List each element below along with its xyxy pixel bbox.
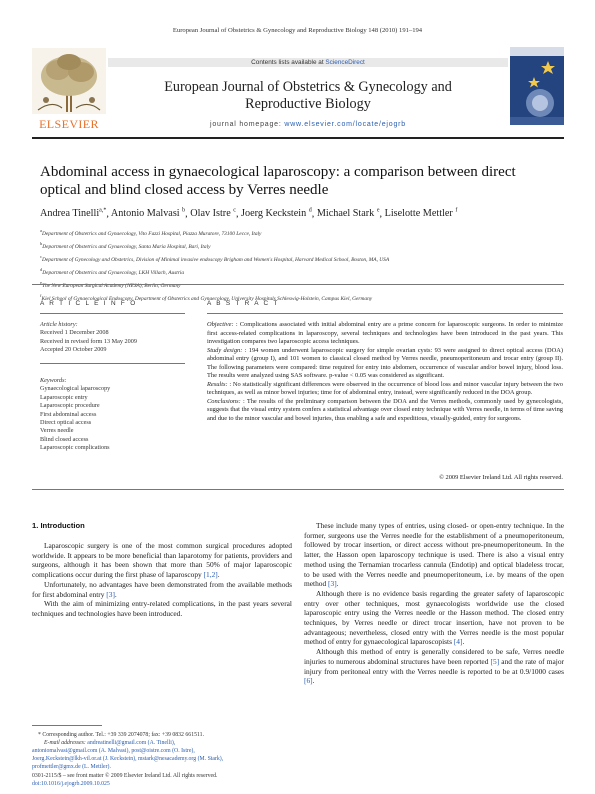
section-heading-introduction: 1. Introduction: [32, 521, 85, 530]
contents-prefix: Contents lists available at: [251, 58, 324, 66]
author-list: Andrea Tinelli$^{a,*}$, Antonio Malvasi $^b$, Olav Istre $^c$, Joerg Keckstein $^d$, Michael Stark $^e$, Liselotte Mettler $^f$: [40, 208, 458, 220]
divider: [32, 284, 564, 285]
email-line: E-mail addresses: andreatinelli@gmail.com (A. Tinelli),: [44, 740, 176, 747]
objective-text: : Complications associated with initial abdominal entry are a prime concern for laparoscopic surgeons. In order to minimize first access-related complications in laparoscopy, several techniques and technologies have been introduced in the past years. This investigation compares two laparoscopic access techniques.: [207, 321, 563, 345]
running-header: European Journal of Obstetrics & Gynecology and Reproductive Biology 148 (2010) 191–194: [172, 27, 423, 34]
homepage-url-link[interactable]: www.elsevier.com/locate/ejogrb: [284, 121, 406, 128]
header-rule: [32, 137, 564, 139]
history-label: Article history:: [40, 321, 78, 328]
author: Antonio Malvasi $^b$: [110, 208, 186, 220]
publisher-wordmark: ELSEVIER: [39, 117, 99, 131]
results-text: : No statistically significant differences were observed in the occurrence of blood loss and minor vascular injury between the two techniques, as well as minor bowel injuries; time for of abdominal entry, instead, were significantly reduced in the DOA group.: [207, 380, 563, 396]
email-link[interactable]: Joerg.Keckstein@lkh-vil.or.at (J. Keckstein), mstark@nesacademy.org (M. Stark),: [32, 756, 224, 763]
objective-label: Objective:: [207, 321, 234, 328]
affiliation: $^f$Kiel School of Gynaecological Endoscopy, Department of Obstetrics and Gynaecology, University Hospitals Schleswig-Holstein, Campus Kiel, Germany: [40, 293, 373, 302]
citation-link[interactable]: [3]: [328, 579, 337, 589]
results-label: Results:: [207, 380, 228, 388]
issn-line: 0301-2115/$ – see front matter © 2009 Elsevier Ireland Ltd. All rights reserved.: [32, 773, 218, 779]
abstract-body: [207, 321, 563, 423]
divider: [40, 363, 185, 364]
affiliation: $^d$Department of Obstetrics and Gynaecology, LKH Villach, Austria: [40, 267, 185, 276]
paragraph: Although this method of entry is generally considered to be safe, Verres needle injuries to numerous abdominal structures have been reported [5] and the rate of major injury from peritoneal entry with the Verres needle is reported to be at 0.9/1000 cases [6].: [304, 647, 564, 686]
affiliation: $^c$Department of Gynecology and Obstetrics, Division of Minimal invasive endoscopy Brigham and Women's Hospital, Harvard Medical School, Boston, MA, USA: [40, 254, 390, 263]
received-date: Received 1 December 2008: [40, 329, 109, 337]
keyword: First abdominal access: [40, 410, 97, 418]
affiliation: $^e$The New European Surgical Academy (NESA), Berlin, Germany: [40, 280, 181, 289]
design-text: : 194 women underwent laparoscopic surgery for simple ovarian cysts: 93 were assigned to direct optical access (DOA) abdominal entry (group I), and 101 women to classical closed method by Verres needle, pneumoperitoneum and trocar entry (group II). The following parameters were compared: time required for entry into abdomen, occurrence of vascular and/or bowel injury, blood loss. The results were analyzed using SAS software. p-value < 0.05 was considered as significant.: [207, 346, 564, 379]
keyword: Direct optical access: [40, 419, 92, 427]
design-label: Study design:: [207, 346, 243, 354]
paragraph: Laparoscopic surgery is one of the most common surgical procedures adopted worldwide. It appears to be more beneficial than laparotomy for patients, providers and surgeons, although it has been shown that more than 50% of major laparoscopic complications occur during the first phase of laparoscopy [1,2].: [32, 541, 292, 580]
email-link[interactable]: profmettler@gmx.de (L. Mettler).: [32, 764, 111, 771]
abstract-copyright: © 2009 Elsevier Ireland Ltd. All rights reserved.: [439, 474, 563, 481]
citation-link[interactable]: [6]: [304, 676, 313, 686]
doi-link[interactable]: doi:10.1016/j.ejogrb.2009.10.025: [32, 781, 110, 788]
accepted-date: Accepted 20 October 2009: [40, 346, 107, 354]
keyword: Gynaecological laparoscopy: [40, 385, 111, 393]
affiliation: $^b$Department of Obstetrics and Gynaecology, Santa Maria Hospital, Bari, Italy: [40, 241, 211, 250]
author: Andrea Tinelli$^{a,*}$: [40, 208, 107, 220]
citation-link[interactable]: [4]: [453, 637, 463, 647]
keyword: Laparoscopic procedure: [40, 402, 100, 410]
paragraph: With the aim of minimizing entry-related complications, in the past years several techniques and technologies have been introduced.: [32, 599, 292, 618]
divider: [207, 313, 563, 314]
divider: [32, 489, 564, 490]
journal-title-line1: European Journal of Obstetrics & Gynecology and: [164, 79, 452, 95]
citation-link[interactable]: [1,2]: [203, 570, 218, 580]
corresponding-author-note: * Corresponding author. Tel.: +39 339 2074078; fax: +39 0832 661511.: [38, 732, 205, 738]
revised-date: Received in revised form 13 May 2009: [40, 337, 137, 345]
email-link[interactable]: antoniomalvasi@gmail.com (A. Malvasi), post@oistre.com (O. Istre),: [32, 748, 195, 755]
conclusions-text: : The results of the preliminary comparison between the DOA and the Verres methods, commonly used by gynecologists, suggests that the visual entry system confers a statistical advantage over closed entry technique with Verres needle, in terms of time saving and due to the minor vascular and bowel injuries, thus enabling a safe and expeditious, visually-guided, entry for surgeons.: [207, 397, 563, 422]
paragraph: These include many types of entries, using closed- or open-entry technique. In the former, surgeons use the Verres needle for the establishment of a pneumoperitoneum, followed by trocar insertion, or direct access without pre-pneumoperitoneum. In the latter, the Hasson open laparoscopy technique is used. There is also a visual entry method using the Ternamian trocarless cannula (Endotip) and optical bladeless trocar, to be used with the Verres needle and pneumoperitoneum, i.e. by means of the open method [3].: [304, 521, 564, 589]
keyword: Laparoscopic complications: [40, 444, 110, 452]
author: Olav Istre $^c$: [190, 208, 236, 220]
citation-link[interactable]: [5]: [490, 656, 500, 666]
article-history: [40, 321, 180, 355]
issn-block: [32, 772, 292, 788]
keywords-label: Keywords:: [40, 377, 67, 384]
author: Michael Stark $^e$: [316, 208, 380, 220]
homepage-prefix: journal homepage:: [210, 121, 282, 128]
paragraph: Although there is no evidence basis regarding the greater safety of laparoscopic entry over other techniques, most gynaecologists worldwide use the closed laparoscopic entry using the Verres needle or the Hasson method. The closed entry techniques, by Verres needle or direct trocar insertion, have not proven to be advantageous; nevertheless, closed entry with the Verres needle is the most popular method of entry for gynaecological laparoscopists [4].: [304, 588, 564, 647]
body-column-right: [304, 521, 564, 686]
journal-title: [108, 79, 508, 112]
journal-cover-image: [510, 47, 564, 125]
author: Liselotte Mettler $^f$: [384, 208, 458, 220]
article-info-heading: A R T I C L E I N F O: [40, 300, 137, 307]
affiliations: [40, 226, 580, 304]
body-column-left: [32, 541, 292, 619]
affiliation: $^a$Department of Obstetrics and Gynaecology, Vito Fazzi Hospital, Piazza Muratore, 73100 Lecce, Italy: [40, 228, 262, 237]
abstract-heading: A B S T R A C T: [207, 300, 280, 307]
article-title: Abdominal access in gynaecological laparoscopy: a comparison between direct optical and blind closed access by Verres needle: [40, 164, 516, 198]
conclusions-label: Conclusions:: [207, 397, 241, 405]
citation-link[interactable]: [3]: [106, 589, 115, 599]
keyword: Blind closed access: [40, 435, 89, 443]
keyword: Verres needle: [40, 427, 74, 435]
footnote: [32, 731, 292, 771]
journal-homepage: [108, 121, 508, 128]
contents-banner: [108, 59, 508, 66]
footnote-rule: [32, 725, 102, 726]
email-link[interactable]: andreatinelli@gmail.com (A. Tinelli),: [87, 740, 176, 747]
keywords: [40, 377, 180, 453]
divider: [40, 313, 185, 314]
keyword: Laparoscopic entry: [40, 393, 88, 401]
sciencedirect-link[interactable]: ScienceDirect: [325, 58, 365, 66]
author: Joerg Keckstein $^d$: [241, 208, 312, 220]
paragraph: Unfortunately, no advantages have been demonstrated from the available methods for first abdominal entry [3].: [32, 579, 292, 599]
journal-title-line2: Reproductive Biology: [245, 95, 371, 112]
